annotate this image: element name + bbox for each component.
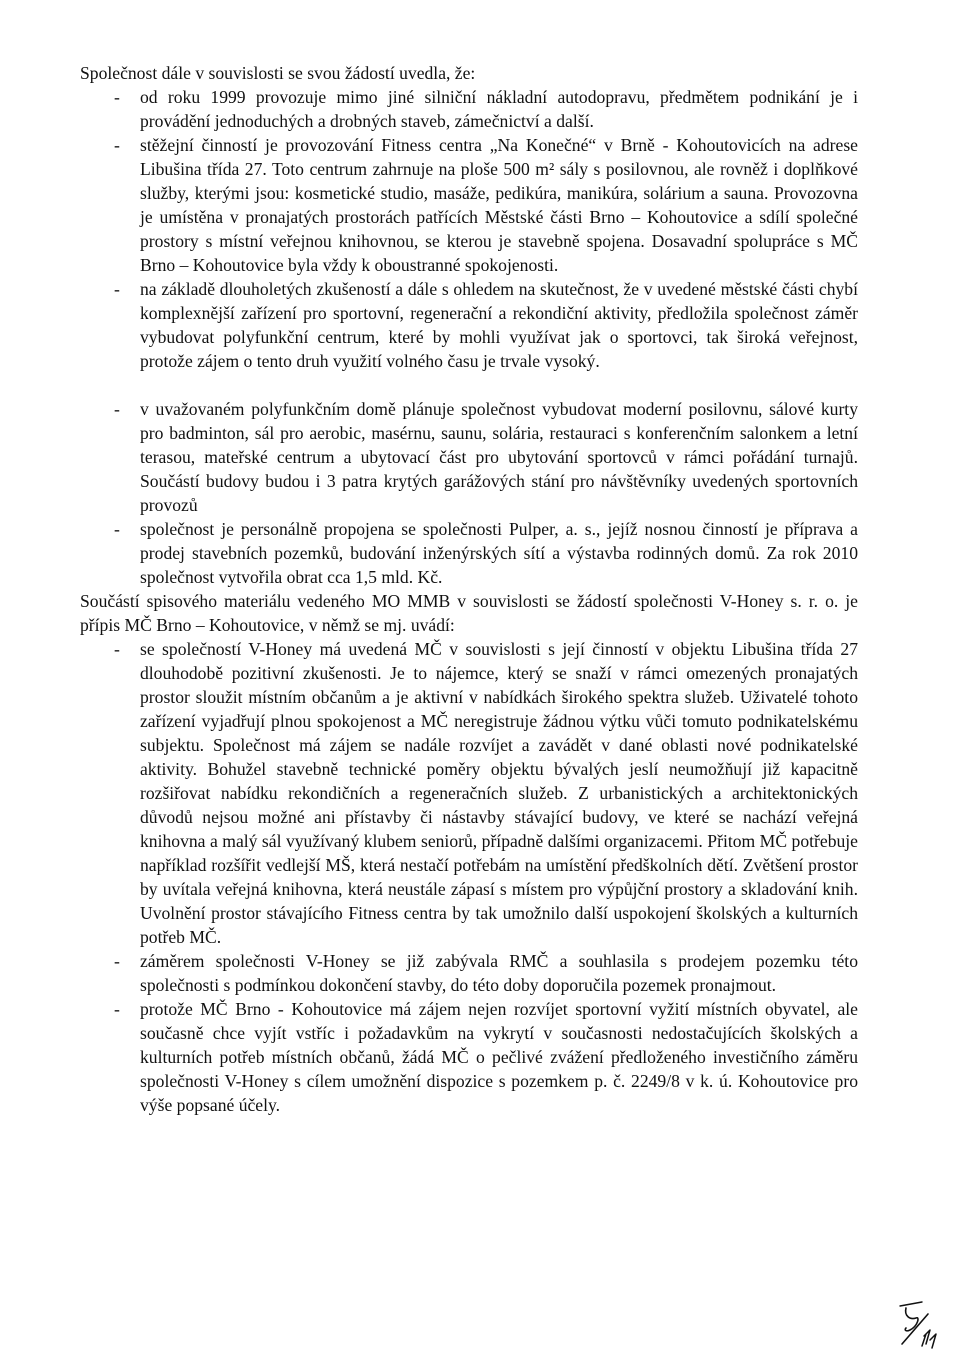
bullet-dash: - [114, 519, 120, 539]
list-item-text: na základě dlouholetých zkušeností a dále s ohledem na skutečnost, že v uvedené městské části chybí komplexnější zařízení pro sportovní, regenerační a rekondiční aktivity, předložila společnost záměr vybudovat polyfunkční centrum, které by mohli využívat jak o sportovci, tak široká veřejnost, protože zájem o tento druh využití volného času je trvale vysoký. [140, 279, 858, 371]
list-item-text: se společností V-Honey má uvedená MČ v souvislosti s její činností v objektu Libušina třída 27 dlouhodobě pozitivní zkušenosti. Je to nájemce, který se snaží v rámci omezených pronajatých prostor sloužit místním občanům a je aktivní v nabídkách širokého spektra služeb. Uživatelé tohoto zařízení vyjadřují plnou spokojenost a MČ neregistruje žádnou výtku vůči tomuto podnikatelskému subjektu. Společnost má zájem se nadále rozvíjet a zavádět v dané oblasti nové podnikatelské aktivity. Bohužel stavebně technické poměry objektu bývalých jeslí neumožňují již kapacitně rozšiřovat nabídku rekondičních a regeneračních služeb. Z urbanistických a architektonických důvodů nejsou možné ani přístavby či nástavby stávající budovy, ve které se nachází veřejná knihovna a malý sál využívaný klubem seniorů, případně dalšími organizacemi. Přitom MČ potřebuje například rozšířit vedlejší MŠ, která nestačí potřebám na umístění předškolních dětí. Zvětšení prostor by uvítala veřejná knihovna, která neustále zápasí s místem pro výpůjční prostory a skladování knih. Uvolnění prostor stávajícího Fitness centra by tak umožnilo další uspokojení školských a kulturních potřeb MČ. [140, 639, 858, 947]
list-item-text: stěžejní činností je provozování Fitness centra „Na Konečné“ v Brně - Kohoutovicích na adrese Libušina třída 27. Toto centrum zahrnuje na ploše 500 m² sály s posilovnou, ale rovněž i doplňkové služby, kterými jsou: kosmetické studio, masáže, pedikúra, manikúra, solárium a sauna. Provozovna je umístěna v pronajatých prostorách patřících Městské části Brno – Kohoutovice a sdílí společné prostory s místní veřejnou knihovnou, se kterou je stavebně spojena. Dosavadní spolupráce s MČ Brno – Kohoutovice byla vždy k oboustranné spokojenosti. [140, 135, 858, 275]
bullet-dash: - [114, 399, 120, 419]
list-item [80, 517, 858, 589]
list-item [80, 637, 858, 949]
list-item [80, 85, 858, 133]
list-item-text: v uvažovaném polyfunkčním domě plánuje společnost vybudovat moderní posilovnu, sálové kurty pro badminton, sál pro aerobic, masérnu, saunu, solária, restauraci s konferenčním salonkem a letní terasou, mateřské centrum a ubytovací část pro ubytování sportovců v rámci pořádání turnajů. Součástí budovy budou i 3 patra krytých garážových stání pro návštěvníky uvedených sportovních provozů [140, 399, 858, 515]
bullet-dash: - [114, 135, 120, 155]
handwritten-initials [898, 1300, 942, 1352]
bullet-dash: - [114, 951, 120, 971]
list-item [80, 277, 858, 373]
municipality-letter-paragraph: Součástí spisového materiálu vedeného MO MMB v souvislosti se žádostí společnosti V-Honey s. r. o. je přípis MČ Brno – Kohoutovice, v němž se mj. uvádí: [80, 591, 858, 635]
municipality-statements-list [80, 637, 858, 1117]
document-body [80, 61, 858, 1117]
bullet-dash: - [114, 639, 120, 659]
list-item [80, 133, 858, 277]
list-item-text: záměrem společnosti V-Honey se již zabývala RMČ a souhlasila s prodejem pozemku této společnosti s podmínkou dokončení stavby, do této doby doporučila pozemek pronajmout. [140, 951, 858, 995]
list-item-text: společnost je personálně propojena se společnosti Pulper, a. s., jejíž nosnou činností je příprava a prodej stavebních pozemků, budování inženýrských sítí a výstavba rodinných domů. Za rok 2010 společnost vytvořila obrat cca 1,5 mld. Kč. [140, 519, 858, 587]
list-item [80, 397, 858, 517]
bullet-dash: - [114, 279, 120, 299]
company-statements-list [80, 85, 858, 589]
list-item-text: protože MČ Brno - Kohoutovice má zájem nejen rozvíjet sportovní vyžití místních obyvatel, ale současně chce vyjít vstříc i požadavkům na vykrytí v současnosti nedostačujících školských a kulturních potřeb místních občanů, žádá MČ o pečlivé zvážení předloženého investičního záměru společnosti V-Honey s cílem umožnění dispozice s pozemkem p. č. 2249/8 v k. ú. Kohoutovice pro výše popsané účely. [140, 999, 858, 1115]
list-item-text: od roku 1999 provozuje mimo jiné silniční nákladní autodopravu, předmětem podnikání je i provádění jednoduchých a drobných staveb, zámečnictví a další. [140, 87, 858, 131]
list-item [80, 949, 858, 997]
list-item [80, 997, 858, 1117]
intro-paragraph: Společnost dále v souvislosti se svou žádostí uvedla, že: [80, 63, 476, 83]
bullet-dash: - [114, 999, 120, 1019]
bullet-dash: - [114, 87, 120, 107]
